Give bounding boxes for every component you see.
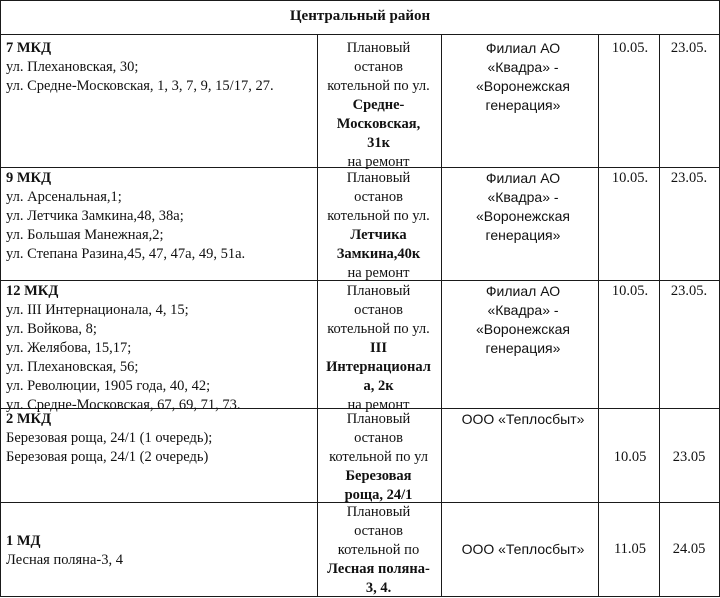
row-addresses (6, 410, 336, 467)
boiler-address: 3, 4. (365, 580, 392, 596)
address-line: ул. Средне-Московская, 67, 69, 71, 73. (6, 397, 241, 413)
row-reason (317, 39, 440, 172)
row-reason (317, 503, 440, 598)
boiler-address: Лесная поляна- (327, 561, 430, 577)
row-addresses (6, 169, 336, 264)
row-addresses (6, 532, 336, 570)
row-header: 7 МКД (6, 40, 52, 56)
address-line: ул. III Интернационала, 4, 15; (6, 302, 189, 318)
executor-line: ООО «Теплосбыт» (461, 411, 585, 427)
boiler-address: Летчика (350, 227, 407, 243)
executor-line: Филиал АО (485, 40, 561, 56)
reason-line: котельной по ул (329, 449, 428, 465)
address-line: ул. Плехановская, 56; (6, 359, 139, 375)
executor-line: Филиал АО (485, 283, 561, 299)
row-addresses (6, 39, 336, 96)
address-line: ул. Желябова, 15,17; (6, 340, 132, 356)
row-header: 2 МКД (6, 411, 52, 427)
reason-line: котельной по ул. (327, 321, 430, 337)
address-line: Лесная поляна-3, 4 (6, 552, 123, 568)
boiler-address: Средне- (352, 97, 405, 113)
address-line: ул. Войкова, 8; (6, 321, 97, 337)
reason-line: Плановый (346, 170, 411, 186)
boiler-address: Московская, (336, 116, 421, 132)
row-executor (443, 410, 603, 429)
reason-line: останов (354, 430, 403, 446)
reason-line: останов (354, 189, 403, 205)
executor-line: «Воронежская (475, 208, 570, 224)
date-end: 23.05. (670, 170, 708, 186)
executor-line: ООО «Теплосбыт» (461, 541, 585, 557)
executor-line: «Квадра» - (487, 302, 559, 318)
row-executor (443, 169, 603, 245)
date-start: 10.05 (613, 449, 647, 465)
row-header: 1 МД (6, 533, 41, 549)
address-line: ул. Арсенальная,1; (6, 189, 122, 205)
reason-line: котельной по ул. (327, 78, 430, 94)
address-line: ул. Летчика Замкина,48, 38а; (6, 208, 184, 224)
reason-line: останов (354, 302, 403, 318)
executor-line: «Квадра» - (487, 59, 559, 75)
reason-line: котельной по (337, 542, 420, 558)
address-line: ул. Революции, 1905 года, 40, 42; (6, 378, 211, 394)
executor-line: Филиал АО (485, 170, 561, 186)
executor-line: «Квадра» - (487, 189, 559, 205)
executor-line: генерация» (485, 227, 561, 243)
reason-line: останов (354, 523, 403, 539)
reason-line: на ремонт (347, 397, 410, 413)
rule (441, 34, 442, 597)
row-addresses (6, 282, 336, 415)
address-line: Березовая роща, 24/1 (1 очередь); (6, 430, 213, 446)
reason-line: Плановый (346, 504, 411, 520)
date-start: 11.05 (613, 541, 647, 557)
date-end: 24.05 (672, 541, 706, 557)
rule (659, 34, 660, 597)
reason-line: Плановый (346, 411, 411, 427)
boiler-address: Березовая (345, 468, 412, 484)
row-reason (317, 282, 440, 415)
address-line: ул. Средне-Московская, 1, 3, 7, 9, 15/17, 27. (6, 78, 274, 94)
date-start: 10.05. (611, 170, 649, 186)
executor-line: «Воронежская (475, 321, 570, 337)
row-reason (317, 169, 440, 283)
executor-line: генерация» (485, 340, 561, 356)
date-end: 23.05. (670, 283, 708, 299)
row-header: 9 МКД (6, 170, 52, 186)
boiler-address: а, 2к (363, 378, 394, 394)
date-end: 23.05. (670, 40, 708, 56)
address-line: ул. Степана Разина,45, 47, 47а, 49, 51а. (6, 246, 246, 262)
rule (0, 34, 720, 35)
boiler-address: Замкина,40к (336, 246, 421, 262)
boiler-address: 31к (367, 135, 390, 151)
row-executor (443, 39, 603, 115)
row-executor (443, 282, 603, 358)
rule (0, 0, 720, 1)
address-line: Березовая роща, 24/1 (2 очередь) (6, 449, 209, 465)
address-line: ул. Плехановская, 30; (6, 59, 139, 75)
reason-line: останов (354, 59, 403, 75)
district-title: Центральный район (289, 8, 431, 24)
boiler-address: роща, 24/1 (344, 487, 413, 503)
address-line: ул. Большая Манежная,2; (6, 227, 164, 243)
date-end: 23.05 (672, 449, 706, 465)
boiler-address: Интернационал (326, 359, 431, 375)
date-start: 10.05. (611, 40, 649, 56)
row-executor (443, 540, 603, 559)
reason-line: Плановый (346, 283, 411, 299)
reason-line: котельной по ул. (327, 208, 430, 224)
reason-line: Плановый (346, 40, 411, 56)
executor-line: «Воронежская (475, 78, 570, 94)
reason-line: на ремонт (347, 154, 410, 170)
date-start: 10.05. (611, 283, 649, 299)
rule (0, 0, 1, 597)
row-reason (317, 410, 440, 505)
row-header: 12 МКД (6, 283, 59, 299)
executor-line: генерация» (485, 97, 561, 113)
reason-line: на ремонт (347, 265, 410, 281)
boiler-address: III (370, 340, 387, 356)
